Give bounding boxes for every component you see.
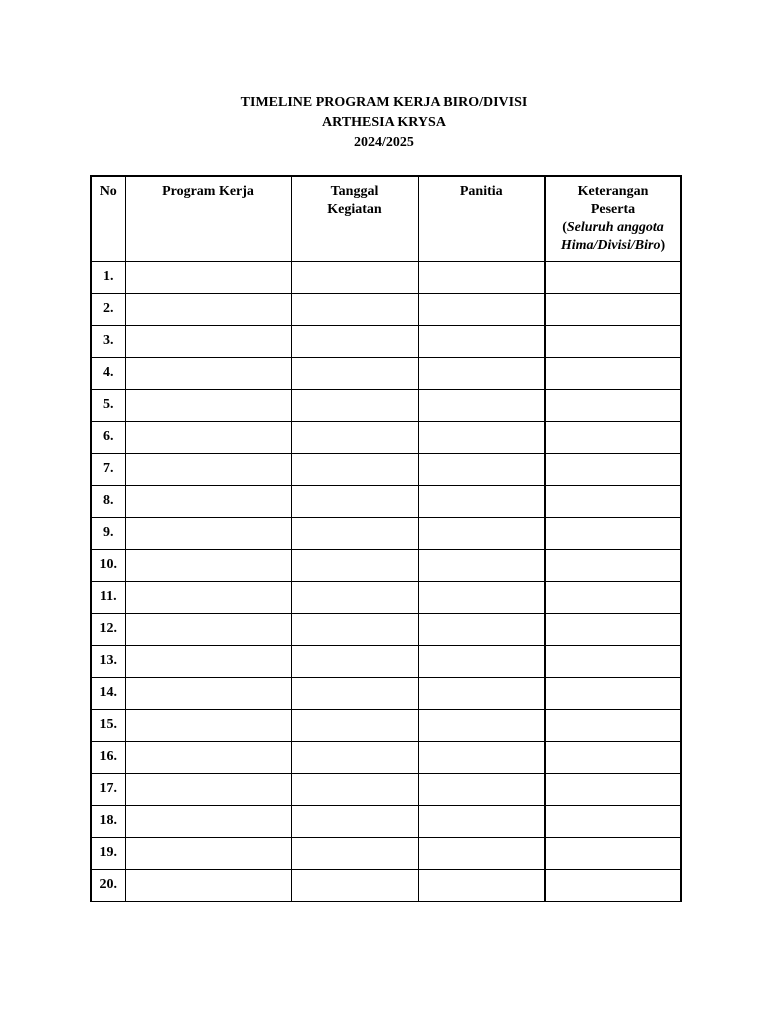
panitia-cell[interactable] xyxy=(418,709,545,741)
keterangan-peserta-cell[interactable] xyxy=(545,453,681,485)
panitia-cell[interactable] xyxy=(418,453,545,485)
row-number-cell: 1. xyxy=(91,261,125,293)
title-line-2: ARTHESIA KRYSA xyxy=(322,115,446,130)
table-row xyxy=(91,869,681,901)
row-number-cell: 17. xyxy=(91,773,125,805)
table-row xyxy=(91,645,681,677)
row-number-cell: 10. xyxy=(91,549,125,581)
keterangan-peserta-cell[interactable] xyxy=(545,837,681,869)
panitia-cell[interactable] xyxy=(418,613,545,645)
row-number-cell: 11. xyxy=(91,581,125,613)
tanggal-kegiatan-cell[interactable] xyxy=(291,421,418,453)
panitia-cell[interactable] xyxy=(418,645,545,677)
program-kerja-cell[interactable] xyxy=(125,261,291,293)
timeline-table xyxy=(90,175,682,902)
panitia-cell[interactable] xyxy=(418,261,545,293)
keterangan-peserta-cell[interactable] xyxy=(545,869,681,901)
tanggal-kegiatan-cell[interactable] xyxy=(291,293,418,325)
paren-open: ( xyxy=(562,220,567,235)
table-row xyxy=(91,357,681,389)
program-kerja-cell[interactable] xyxy=(125,677,291,709)
keterangan-peserta-cell[interactable] xyxy=(545,325,681,357)
program-kerja-cell[interactable] xyxy=(125,389,291,421)
panitia-cell[interactable] xyxy=(418,837,545,869)
panitia-cell[interactable] xyxy=(418,805,545,837)
title-line-1: TIMELINE PROGRAM KERJA BIRO/DIVISI xyxy=(240,95,528,110)
table-row xyxy=(91,837,681,869)
header-tanggal-line-2: Kegiatan xyxy=(327,202,382,217)
header-keterangan-italic-2: Hima/Divisi/Biro xyxy=(560,238,661,253)
tanggal-kegiatan-cell[interactable] xyxy=(291,325,418,357)
program-kerja-cell[interactable] xyxy=(125,805,291,837)
table-row xyxy=(91,389,681,421)
panitia-cell[interactable] xyxy=(418,325,545,357)
keterangan-peserta-cell[interactable] xyxy=(545,709,681,741)
table-row xyxy=(91,709,681,741)
program-kerja-cell[interactable] xyxy=(125,293,291,325)
program-kerja-cell[interactable] xyxy=(125,613,291,645)
table-row xyxy=(91,453,681,485)
tanggal-kegiatan-cell[interactable] xyxy=(291,261,418,293)
header-panitia: Panitia xyxy=(418,176,545,261)
program-kerja-cell[interactable] xyxy=(125,581,291,613)
header-keterangan-italic-1: Seluruh anggota xyxy=(566,220,664,235)
title-line-3: 2024/2025 xyxy=(354,135,414,150)
header-program-kerja: Program Kerja xyxy=(125,176,291,261)
table-body xyxy=(91,261,681,901)
table-row xyxy=(91,517,681,549)
table-row xyxy=(91,805,681,837)
keterangan-peserta-cell[interactable] xyxy=(545,645,681,677)
keterangan-peserta-cell[interactable] xyxy=(545,517,681,549)
tanggal-kegiatan-cell[interactable] xyxy=(291,709,418,741)
program-kerja-cell[interactable] xyxy=(125,549,291,581)
keterangan-peserta-cell[interactable] xyxy=(545,421,681,453)
tanggal-kegiatan-cell[interactable] xyxy=(291,677,418,709)
row-number-cell: 20. xyxy=(91,869,125,901)
row-number-cell: 18. xyxy=(91,805,125,837)
header-keterangan-line-3 xyxy=(546,219,680,237)
row-number-cell: 13. xyxy=(91,645,125,677)
tanggal-kegiatan-cell[interactable] xyxy=(291,453,418,485)
panitia-cell[interactable] xyxy=(418,389,545,421)
row-number-cell: 2. xyxy=(91,293,125,325)
row-number-cell: 15. xyxy=(91,709,125,741)
table-row xyxy=(91,613,681,645)
header-keterangan-line-1: Keterangan xyxy=(577,184,649,199)
table-row xyxy=(91,293,681,325)
program-kerja-cell[interactable] xyxy=(125,869,291,901)
document-title xyxy=(0,93,768,153)
panitia-cell[interactable] xyxy=(418,421,545,453)
table-row xyxy=(91,421,681,453)
row-number-cell: 4. xyxy=(91,357,125,389)
row-number-cell: 16. xyxy=(91,741,125,773)
keterangan-peserta-cell[interactable] xyxy=(545,549,681,581)
keterangan-peserta-cell[interactable] xyxy=(545,677,681,709)
keterangan-peserta-cell[interactable] xyxy=(545,581,681,613)
table-row xyxy=(91,325,681,357)
tanggal-kegiatan-cell[interactable] xyxy=(291,741,418,773)
header-tanggal-line-1: Tanggal xyxy=(330,184,379,199)
row-number-cell: 12. xyxy=(91,613,125,645)
panitia-cell[interactable] xyxy=(418,357,545,389)
program-kerja-cell[interactable] xyxy=(125,485,291,517)
header-keterangan-peserta xyxy=(545,176,681,261)
panitia-cell[interactable] xyxy=(418,773,545,805)
table-row xyxy=(91,741,681,773)
keterangan-peserta-cell[interactable] xyxy=(545,773,681,805)
header-no: No xyxy=(91,176,125,261)
program-kerja-cell[interactable] xyxy=(125,837,291,869)
panitia-cell[interactable] xyxy=(418,485,545,517)
panitia-cell[interactable] xyxy=(418,293,545,325)
table-row xyxy=(91,261,681,293)
program-kerja-cell[interactable] xyxy=(125,773,291,805)
panitia-cell[interactable] xyxy=(418,741,545,773)
table-row xyxy=(91,485,681,517)
program-kerja-cell[interactable] xyxy=(125,325,291,357)
tanggal-kegiatan-cell[interactable] xyxy=(291,773,418,805)
program-kerja-cell[interactable] xyxy=(125,517,291,549)
row-number-cell: 19. xyxy=(91,837,125,869)
row-number-cell: 3. xyxy=(91,325,125,357)
program-kerja-cell[interactable] xyxy=(125,357,291,389)
keterangan-peserta-cell[interactable] xyxy=(545,805,681,837)
keterangan-peserta-cell[interactable] xyxy=(545,741,681,773)
keterangan-peserta-cell[interactable] xyxy=(545,389,681,421)
tanggal-kegiatan-cell[interactable] xyxy=(291,869,418,901)
table-row xyxy=(91,773,681,805)
program-kerja-cell[interactable] xyxy=(125,421,291,453)
tanggal-kegiatan-cell[interactable] xyxy=(291,645,418,677)
table-row xyxy=(91,581,681,613)
table-row xyxy=(91,677,681,709)
header-keterangan-line-4 xyxy=(546,237,680,255)
keterangan-peserta-cell[interactable] xyxy=(545,357,681,389)
program-kerja-cell[interactable] xyxy=(125,709,291,741)
tanggal-kegiatan-cell[interactable] xyxy=(291,357,418,389)
tanggal-kegiatan-cell[interactable] xyxy=(291,805,418,837)
keterangan-peserta-cell[interactable] xyxy=(545,485,681,517)
panitia-cell[interactable] xyxy=(418,869,545,901)
tanggal-kegiatan-cell[interactable] xyxy=(291,389,418,421)
tanggal-kegiatan-cell[interactable] xyxy=(291,517,418,549)
panitia-cell[interactable] xyxy=(418,581,545,613)
row-number-cell: 5. xyxy=(91,389,125,421)
panitia-cell[interactable] xyxy=(418,549,545,581)
program-kerja-cell[interactable] xyxy=(125,645,291,677)
keterangan-peserta-cell[interactable] xyxy=(545,613,681,645)
tanggal-kegiatan-cell[interactable] xyxy=(291,485,418,517)
keterangan-peserta-cell[interactable] xyxy=(545,293,681,325)
row-number-cell: 6. xyxy=(91,421,125,453)
header-tanggal-kegiatan xyxy=(291,176,418,261)
row-number-cell: 14. xyxy=(91,677,125,709)
table-row xyxy=(91,549,681,581)
header-keterangan-line-2: Peserta xyxy=(590,202,636,217)
table-header-row xyxy=(91,176,681,261)
tanggal-kegiatan-cell[interactable] xyxy=(291,581,418,613)
paren-close: ) xyxy=(660,238,666,253)
keterangan-peserta-cell[interactable] xyxy=(545,261,681,293)
tanggal-kegiatan-cell[interactable] xyxy=(291,613,418,645)
row-number-cell: 7. xyxy=(91,453,125,485)
program-kerja-cell[interactable] xyxy=(125,453,291,485)
row-number-cell: 8. xyxy=(91,485,125,517)
row-number-cell: 9. xyxy=(91,517,125,549)
tanggal-kegiatan-cell[interactable] xyxy=(291,837,418,869)
program-kerja-cell[interactable] xyxy=(125,741,291,773)
panitia-cell[interactable] xyxy=(418,517,545,549)
tanggal-kegiatan-cell[interactable] xyxy=(291,549,418,581)
panitia-cell[interactable] xyxy=(418,677,545,709)
